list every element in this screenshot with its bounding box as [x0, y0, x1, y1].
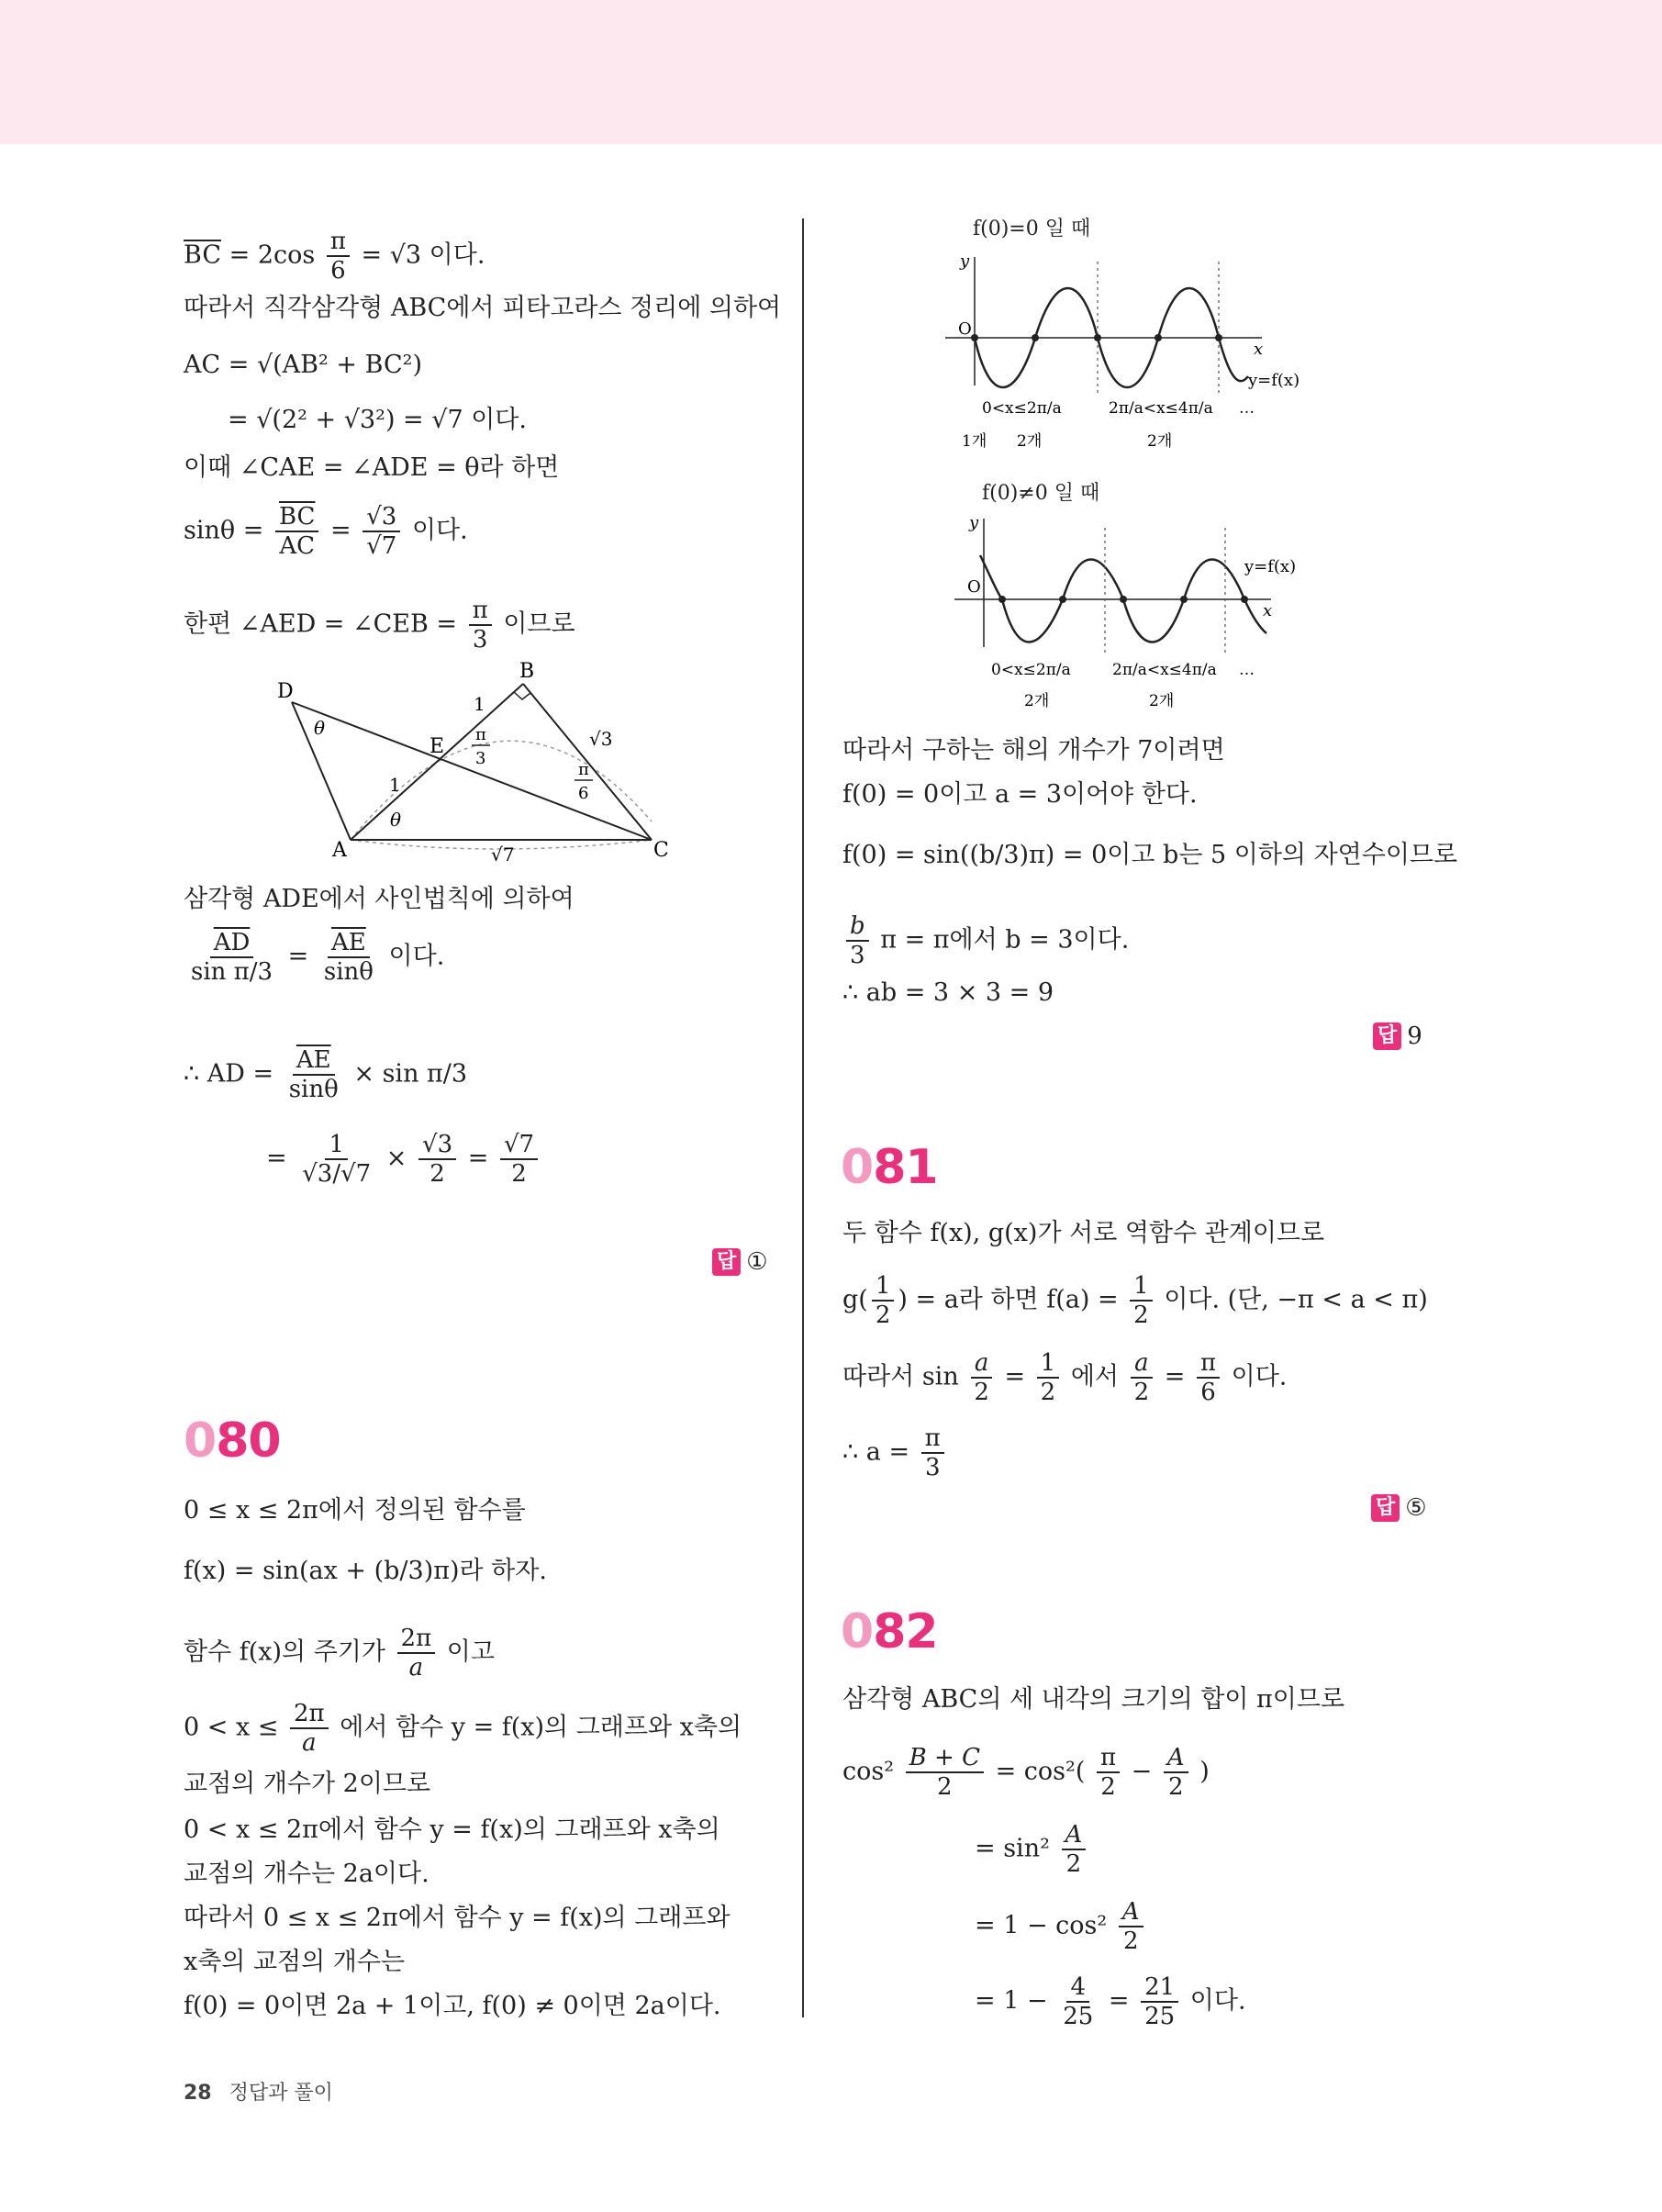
fraction	[327, 228, 350, 285]
text: =	[467, 1144, 489, 1173]
length-label: √7	[491, 843, 515, 863]
text: =	[266, 1144, 287, 1173]
solution-line: 삼각형 ADE에서 사인법칙에 의하여	[184, 885, 574, 913]
text: = 2cos	[229, 240, 316, 270]
sine-graph-1	[936, 248, 1331, 468]
zero-point	[1241, 596, 1248, 603]
count-label: 2개	[1024, 692, 1050, 710]
zero-point	[1059, 596, 1066, 603]
solution-line: x축의 교점의 개수는	[184, 1948, 406, 1976]
problem-number-rest: 82	[873, 1604, 938, 1659]
solution-line: f(0) = sin((b/3)π) = 0이고 b는 5 이하의 자연수이므로	[842, 841, 1458, 869]
numerator: π	[469, 597, 492, 626]
denominator: 2	[1122, 1927, 1139, 1955]
fraction	[1119, 1898, 1143, 1955]
length-label: √3	[589, 728, 613, 750]
numerator: 1	[325, 1131, 348, 1160]
problem-number-rest: 80	[216, 1413, 281, 1469]
length-label: 1	[474, 693, 485, 715]
denominator: 3	[850, 942, 865, 969]
solution-line	[266, 1131, 541, 1188]
fraction	[320, 929, 377, 986]
length-label: 1	[389, 774, 401, 796]
text: 이다.	[1189, 1986, 1246, 2016]
fraction	[1141, 1973, 1178, 2030]
solution-line: 따라서 구하는 해의 개수가 7이려면	[842, 736, 1225, 765]
text: cos²	[842, 1757, 895, 1786]
count-label: 1개	[962, 432, 987, 451]
denominator: sinθ	[288, 1076, 339, 1103]
denominator: 3	[924, 1454, 941, 1481]
solution-line	[184, 503, 468, 560]
denominator: 2	[1167, 1773, 1184, 1801]
ellipsis: …	[1239, 399, 1255, 418]
fraction	[872, 1272, 895, 1329]
problem-number-rest: 81	[873, 1140, 938, 1195]
range-label: 0<x≤2π/a	[982, 399, 1062, 418]
solution-line	[842, 1349, 1287, 1406]
solution-line: AC = √(AB² + BC²)	[184, 351, 422, 379]
denominator: sinθ	[323, 958, 374, 986]
solution-line: 교점의 개수가 2이므로	[184, 1770, 431, 1798]
curve-label: y=f(x)	[1248, 371, 1300, 390]
fraction	[290, 1700, 329, 1757]
page-number: 28	[184, 2082, 212, 2105]
denominator: 2	[1133, 1302, 1149, 1329]
fraction	[1197, 1349, 1220, 1406]
solution-line	[184, 1046, 467, 1103]
answer-badge	[712, 1248, 768, 1276]
numerator: $\overline{AE}$	[293, 1046, 335, 1076]
text: g(	[842, 1285, 868, 1314]
fraction	[1130, 1272, 1153, 1329]
text: =	[287, 942, 309, 971]
problem-number-zero: 0	[841, 1604, 874, 1659]
denominator: a	[408, 1654, 424, 1681]
count-label: 2개	[1017, 432, 1043, 451]
denominator: 25	[1144, 2003, 1176, 2030]
angle-den: 3	[475, 749, 486, 768]
text: )	[1199, 1757, 1210, 1786]
numerator: π	[1097, 1744, 1120, 1773]
denominator: 2	[1040, 1379, 1056, 1406]
solution-line	[184, 1700, 742, 1757]
text: 이다.	[411, 516, 468, 545]
sine-graph-2	[945, 509, 1331, 716]
numerator: A	[1119, 1898, 1143, 1927]
solution-line	[184, 597, 575, 654]
text: 에서	[1070, 1362, 1119, 1391]
numerator: A	[1164, 1744, 1188, 1773]
numerator: a	[971, 1349, 993, 1379]
fraction	[1164, 1744, 1188, 1801]
angle-num: π	[475, 725, 486, 744]
numerator: $\overline{BC}$	[275, 503, 318, 532]
fraction	[906, 1744, 984, 1801]
denominator: AC	[279, 532, 316, 560]
numerator: π	[921, 1424, 944, 1454]
text: =	[1108, 1986, 1130, 2016]
text: =	[1004, 1362, 1026, 1391]
text: = 1 − cos²	[975, 1911, 1108, 1940]
numerator: $\overline{AE}$	[328, 929, 370, 958]
text: 함수 f(x)의 주기가	[184, 1637, 385, 1667]
numerator: π	[327, 228, 350, 257]
solution-line: = √(2² + √3²) = √7 이다.	[228, 406, 527, 434]
numerator: 1	[872, 1272, 895, 1302]
denominator: 2	[1065, 1850, 1082, 1878]
text: 이므로	[503, 609, 575, 639]
solution-line: ∴ ab = 3 × 3 = 9	[842, 978, 1054, 1007]
answer-tag: 답	[712, 1248, 741, 1276]
text: π = π에서 b = 3이다.	[880, 925, 1130, 955]
ellipsis: …	[1239, 661, 1255, 679]
y-label: y	[960, 251, 970, 271]
fraction	[921, 1424, 944, 1481]
solution-line: 따라서 0 ≤ x ≤ 2π에서 함수 y = f(x)의 그래프와	[184, 1904, 731, 1932]
zero-point	[1032, 334, 1039, 341]
fraction	[469, 597, 492, 654]
fraction	[970, 1349, 993, 1406]
vertex-a: A	[332, 839, 347, 862]
triangle-diagram	[266, 661, 688, 863]
denominator: 2	[429, 1160, 445, 1188]
text: ∴ a =	[842, 1437, 910, 1467]
segment-bc: $\overline{BC}$	[184, 240, 222, 270]
text: 이다. (단, −π < a < π)	[1164, 1285, 1428, 1314]
denominator: 2	[1133, 1379, 1150, 1406]
fraction	[275, 503, 318, 560]
solution-line: f(0) = 0이면 2a + 1이고, f(0) ≠ 0이면 2a이다.	[184, 1992, 721, 2020]
page-footer	[184, 2077, 333, 2106]
range-label: 2π/a<x≤4π/a	[1112, 661, 1217, 679]
fraction	[1097, 1744, 1120, 1801]
denominator: 3	[472, 626, 488, 654]
vertex-b: B	[519, 661, 535, 683]
zero-point	[998, 596, 1006, 603]
text: = sin²	[975, 1834, 1050, 1863]
numerator: 4	[1066, 1973, 1089, 2003]
problem-number	[841, 1140, 938, 1195]
solution-line: 삼각형 ABC의 세 내각의 크기의 합이 π이므로	[842, 1685, 1345, 1714]
angle-label: θ	[314, 717, 326, 739]
vertex-d: D	[277, 680, 294, 703]
column-divider	[802, 218, 804, 2017]
numerator: 2π	[290, 1700, 329, 1729]
denominator: √3/√7	[302, 1160, 372, 1188]
text: ) = a라 하면 f(a) =	[898, 1285, 1119, 1314]
solution-line	[184, 929, 444, 986]
angle-num: π	[578, 760, 589, 779]
numerator: 21	[1141, 1973, 1178, 2003]
count-label: 2개	[1149, 692, 1175, 710]
solution-line	[842, 912, 1129, 969]
solution-line	[184, 228, 485, 285]
numerator: √3	[418, 1131, 456, 1160]
section-title: 정답과 풀이	[229, 2082, 333, 2105]
numerator: A	[1062, 1821, 1087, 1850]
denominator: 25	[1063, 2003, 1094, 2030]
range-label: 0<x≤2π/a	[991, 661, 1071, 679]
numerator: a	[1131, 1349, 1153, 1379]
zero-point	[1215, 334, 1222, 341]
text: 이다.	[388, 942, 445, 971]
numerator: 1	[1037, 1349, 1060, 1379]
range-label: 2π/a<x≤4π/a	[1109, 399, 1213, 418]
fraction	[418, 1131, 456, 1188]
fraction	[1059, 1973, 1097, 2030]
solution-line	[842, 1744, 1210, 1801]
zero-point	[1120, 596, 1127, 603]
numerator: √3	[363, 503, 400, 532]
answer-tag: 답	[1373, 1022, 1401, 1050]
numerator: 2π	[397, 1625, 436, 1654]
text: = 1 −	[975, 1986, 1048, 2016]
count-label: 2개	[1147, 432, 1173, 451]
numerator: B + C	[906, 1744, 984, 1773]
solution-line: f(x) = sin(ax + (b/3)π)라 하자.	[184, 1557, 547, 1585]
zero-point	[971, 334, 978, 341]
text: 에서 함수 y = f(x)의 그래프와 x축의	[340, 1713, 742, 1742]
solution-line	[842, 1272, 1428, 1329]
segment-ab	[351, 684, 523, 840]
answer-value: ①	[746, 1248, 768, 1276]
origin-label: O	[967, 577, 981, 597]
text: ∴ AD =	[184, 1059, 274, 1089]
denominator: 2	[875, 1302, 891, 1329]
fraction	[298, 1131, 374, 1188]
text: −	[1131, 1757, 1153, 1786]
text: sinθ =	[184, 516, 264, 545]
fraction	[397, 1625, 436, 1681]
text: 이고	[446, 1637, 495, 1667]
text: 이다.	[1231, 1362, 1288, 1391]
x-label: x	[1254, 340, 1264, 359]
solution-line	[184, 1625, 495, 1681]
graph-title: f(0)≠0 일 때	[982, 482, 1100, 505]
solution-line: 교점의 개수는 2a이다.	[184, 1860, 429, 1888]
text: =	[1164, 1362, 1186, 1391]
answer-badge	[1371, 1494, 1427, 1522]
numerator: π	[1197, 1349, 1220, 1379]
numerator: √7	[500, 1131, 538, 1160]
vertex-e: E	[429, 735, 445, 758]
right-angle-mark	[514, 692, 530, 699]
curve-label: y=f(x)	[1244, 557, 1297, 576]
solution-line: 두 함수 f(x), g(x)가 서로 역함수 관계이므로	[842, 1219, 1325, 1247]
denominator: 2	[974, 1379, 989, 1406]
text: 따라서 sin	[842, 1362, 959, 1391]
solution-line	[975, 1898, 1147, 1955]
fraction	[285, 1046, 342, 1103]
denominator: 2	[511, 1160, 527, 1188]
denominator: 2	[937, 1773, 953, 1801]
denominator: a	[302, 1729, 317, 1757]
fraction	[1037, 1349, 1060, 1406]
fraction	[1131, 1349, 1154, 1406]
zero-point	[1180, 596, 1188, 603]
x-label: x	[1263, 601, 1273, 620]
denominator: 6	[330, 257, 346, 285]
fraction	[500, 1131, 538, 1188]
problem-number	[184, 1413, 281, 1469]
graph-title: f(0)=0 일 때	[973, 218, 1091, 240]
denominator: 6	[1200, 1379, 1216, 1406]
text: =	[330, 516, 351, 545]
answer-value: ⑤	[1405, 1494, 1427, 1522]
text: = √3 이다.	[361, 240, 485, 270]
fraction	[363, 503, 400, 560]
solution-line	[975, 1973, 1246, 2030]
origin-label: O	[958, 319, 972, 339]
fraction	[846, 912, 869, 969]
text: 0 < x ≤	[184, 1713, 279, 1742]
angle-den: 6	[578, 784, 589, 803]
solution-line	[975, 1821, 1089, 1878]
solution-line	[842, 1424, 948, 1481]
answer-value: 9	[1407, 1022, 1422, 1050]
denominator: 2	[1100, 1773, 1116, 1801]
solution-line: f(0) = 0이고 a = 3이어야 한다.	[842, 780, 1198, 809]
text: = cos²(	[995, 1757, 1086, 1786]
numerator: 1	[1130, 1272, 1153, 1302]
problem-number-zero: 0	[841, 1140, 874, 1195]
text: × sin π/3	[353, 1059, 468, 1089]
numerator: b	[846, 912, 869, 942]
fraction	[1062, 1821, 1087, 1878]
solution-line: 0 < x ≤ 2π에서 함수 y = f(x)의 그래프와 x축의	[184, 1815, 720, 1844]
fraction	[187, 929, 276, 986]
vertex-c: C	[653, 839, 669, 862]
solution-line: 이때 ∠CAE = ∠ADE = θ라 하면	[184, 453, 560, 482]
text: ×	[385, 1144, 407, 1173]
answer-badge	[1373, 1022, 1422, 1050]
zero-point	[1154, 334, 1162, 341]
problem-number	[841, 1604, 938, 1659]
solution-line: 따라서 직각삼각형 ABC에서 피타고라스 정리에 의하여	[184, 294, 782, 322]
header-band	[0, 0, 1662, 144]
numerator: $\overline{AD}$	[210, 929, 254, 958]
denominator: sin π/3	[191, 958, 273, 986]
problem-number-zero: 0	[184, 1413, 217, 1469]
angle-label: θ	[390, 809, 402, 831]
denominator: √7	[366, 532, 397, 560]
zero-point	[1094, 334, 1101, 341]
y-label: y	[969, 513, 979, 532]
answer-tag: 답	[1371, 1494, 1400, 1522]
text: 한편 ∠AED = ∠CEB =	[184, 609, 458, 639]
solution-line: 0 ≤ x ≤ 2π에서 정의된 함수를	[184, 1496, 526, 1525]
